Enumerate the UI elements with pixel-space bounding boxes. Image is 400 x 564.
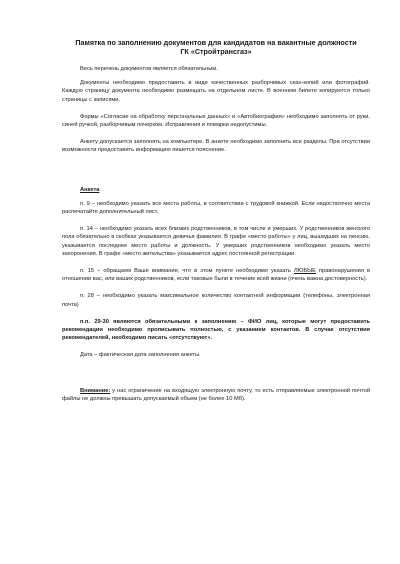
anketa-computer-paragraph: Анкету допускается заполнять на компьютере. В анкете необходимо заполнить все разделы. При отсутствии возможности предоставить информацию пишется пояснение. [62, 139, 370, 154]
anketa-heading-text: Анкета [80, 186, 100, 193]
intro-paragraph: Весь перечень документов является обязательным. [80, 66, 218, 72]
title-line-2: ГК «Стройтрансгаз» [180, 47, 252, 56]
attention-label: Внимание: [80, 387, 111, 394]
item-9-paragraph: п. 9 – необходимо указать все места работы, в соответствии с трудовой книжкой. Если недостаточно места распечатайте дополнительный лист. [62, 200, 370, 216]
forms-paragraph: Формы «Согласие на обработку персональных данных» и «Автобиография» необходимо заполнять от руки, синей ручкой, разборчивым почерком. Исправления и помарки недопустимы. [62, 113, 370, 129]
item-15-paragraph [62, 267, 370, 283]
item-28-paragraph: п. 28 – необходимо указать максимальное количество контактной информации (телефоны, электронная почта) [62, 293, 370, 308]
attention-paragraph [62, 387, 370, 403]
document-title [62, 38, 370, 56]
anketa-heading [62, 186, 370, 194]
item-15-underlined-any: ЛЮБЫЕ [293, 268, 316, 275]
items-29-30-paragraph: п.п. 29-30 являются обязательными к заполнению – ФИО лиц, которые могут предоставить рекомендации необходимо прописывать полностью, с указанием контактов. В случае отсутствия рекомендателей, необходимо писать «отсутствуют». [62, 318, 370, 342]
item-15-text-before: п. 15 – обращаем Ваше внимание, что в этом пункте необходимо указать [80, 268, 294, 275]
date-note-paragraph: Дата – фактическая дата заполнения анкеты. [80, 352, 201, 359]
documents-paragraph: Документы необходимо предоставить в виде качественных разборчивых скан-копий или фотографий. Каждую страницу документа необходимо размещать на отдельном листе. В военном билете копируются только страницы с записями. [62, 80, 370, 103]
item-14-paragraph: п. 14 – необходимо указать всех близких родственников, в том числе и умерших. У родственников женского пола обязательно в скобках указывается девичья фамилия. В графе «место работы» у лиц, вышедших на пенсию, указывается последнее место работы и должность. У умерших родственников необходимо указать место захоронения. В графе «место жительства» указывается адрес постоянной регистрации. [62, 226, 370, 257]
item-15-text-after: правонарушения в отношении вас, или ваших родственников, если таковые были в течение всей жизни (очень важна достоверность). [62, 268, 370, 283]
attention-text: у нас ограничение на входящую электронную почту, то есть отправляемые электронной почтой файлы не должны превышать допускаемый объем (не более 10 Мб). [62, 387, 370, 402]
title-line-1: Памятка по заполнению документов для кандидатов на вакантные должности [75, 38, 357, 47]
